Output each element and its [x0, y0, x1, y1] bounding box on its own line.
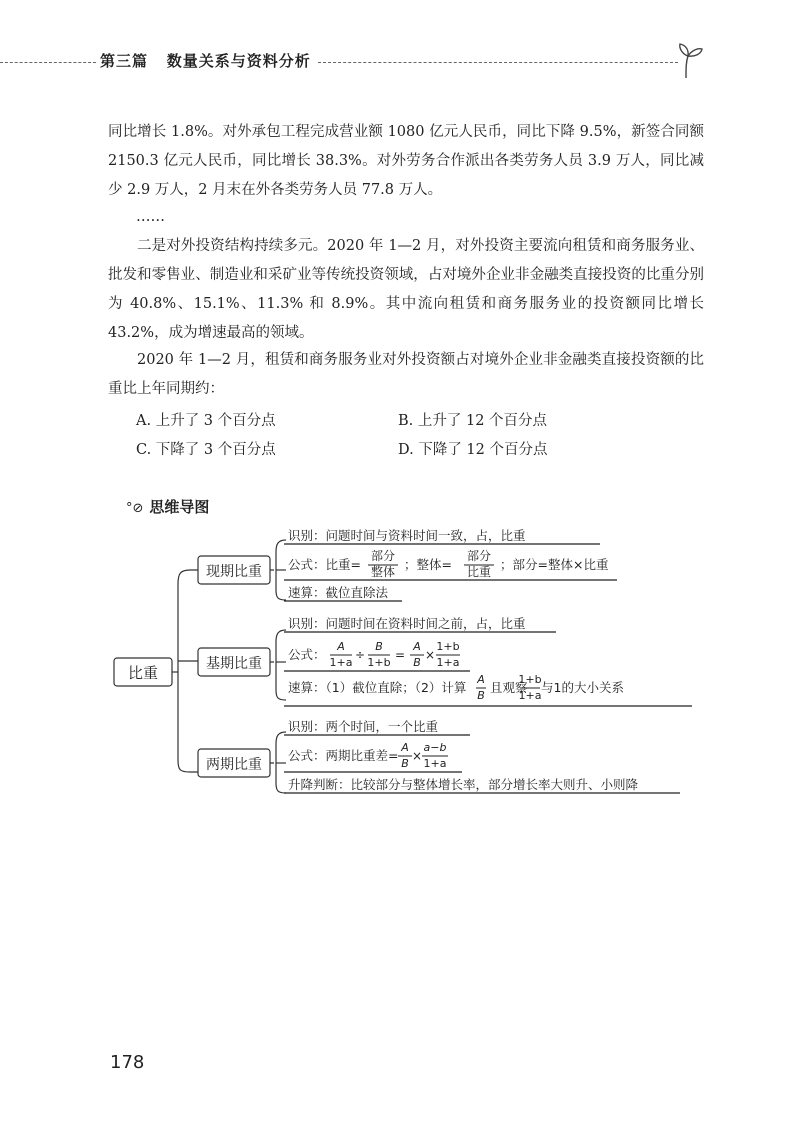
base-fe-den: B — [477, 689, 485, 702]
root-bracket — [178, 570, 190, 772]
option-c[interactable]: C. 下降了 3 个百分点 — [136, 442, 276, 458]
two-judge: 升降判断：比较部分与整体增长率，部分增长率大则升、小则降 — [288, 777, 639, 792]
branch-base-label: 基期比重 — [206, 656, 262, 672]
two-formula-prefix: 公式：两期比重差= — [288, 748, 399, 763]
option-a[interactable]: A. 上升了 3 个百分点 — [136, 413, 276, 429]
current-f2-num: 部分 — [466, 549, 492, 563]
base-fa-num: A — [337, 640, 345, 653]
base-fc-num: A — [413, 640, 421, 653]
two-fa-num: A — [401, 741, 409, 754]
root-label: 比重 — [127, 664, 159, 682]
base-identify: 识别：问题时间在资料时间之前，占，比重 — [288, 616, 526, 631]
base-fc-den: B — [413, 656, 421, 669]
two-fa-den: B — [401, 757, 409, 770]
current-f1-num: 部分 — [370, 549, 396, 563]
current-formula-mid: ；整体= — [404, 557, 452, 572]
base-op-div: ÷ — [354, 648, 366, 662]
base-ff-num: 1+b — [518, 673, 542, 686]
base-op-eq: = — [394, 648, 406, 662]
page-number: 178 — [110, 1052, 145, 1073]
passage-ellipsis: …… — [136, 209, 165, 225]
current-formula-prefix: 公式：比重= — [288, 557, 361, 572]
base-fd-num: 1+b — [436, 640, 460, 653]
branch-two-label: 两期比重 — [206, 757, 262, 773]
base-fb-den: 1+b — [367, 656, 391, 669]
base-op-times: × — [424, 648, 436, 662]
current-identify: 识别：问题时间与资料时间一致，占，比重 — [288, 528, 526, 543]
option-b[interactable]: B. 上升了 12 个百分点 — [398, 413, 548, 429]
base-speed-tail: 与1的大小关系 — [541, 680, 624, 695]
current-speed: 速算：截位直除法 — [288, 585, 389, 600]
base-speed-prefix: 速算：（1）截位直除；（2）计算 — [288, 680, 467, 695]
branch-current-label: 现期比重 — [206, 564, 262, 580]
passage-paragraph-2: 二是对外投资结构持续多元。2020 年 1—2 月，对外投资主要流向租赁和商务服务业、批发和零售业、制造业和采矿业等传统投资领域，占对境外企业非金融类直接投资的比重分别为 40.8%、15.1%、11.3% 和 8.9%。其中流向租赁和商务服务业的投资额同比增长 43.2%，成为增速最高的领域。 — [108, 238, 704, 341]
base-fe-num: A — [477, 673, 485, 686]
current-f1-den: 整体 — [370, 565, 396, 579]
base-speed-mid: 且观察 — [490, 680, 528, 695]
two-fb-num: a−b — [423, 741, 447, 754]
two-fb-den: 1+a — [423, 757, 447, 770]
base-fa-den: 1+a — [329, 656, 353, 669]
current-f2-den: 比重 — [466, 565, 492, 579]
base-fb-num: B — [375, 640, 383, 653]
base-fd-den: 1+a — [436, 656, 460, 669]
question-stem: 2020 年 1—2 月，租赁和商务服务业对外投资额占对境外企业非金融类直接投资额的比重比上年同期约： — [108, 352, 704, 397]
two-identify: 识别：两个时间，一个比重 — [288, 719, 439, 734]
base-formula-prefix: 公式： — [288, 647, 326, 662]
two-op-times: × — [411, 749, 423, 763]
base-ff-den: 1+a — [518, 689, 542, 702]
option-d[interactable]: D. 下降了 12 个百分点 — [398, 442, 548, 458]
header-section: 第三篇 — [100, 52, 149, 70]
mindmap-title: 思维导图 — [149, 498, 210, 516]
current-formula-tail: ；部分=整体×比重 — [500, 557, 609, 572]
pencil-icon: °⊘ — [126, 501, 144, 516]
header-chapter: 数量关系与资料分析 — [166, 52, 311, 70]
passage-paragraph-1: 同比增长 1.8%。对外承包工程完成营业额 1080 亿元人民币，同比下降 9.5%，新签合同额 2150.3 亿元人民币，同比增长 38.3%。对外劳务合作派出各类劳务人员 3.9 万人，同比减少 2.9 万人，2 月末在外各类劳务人员 77.8 万人。 — [108, 124, 704, 198]
